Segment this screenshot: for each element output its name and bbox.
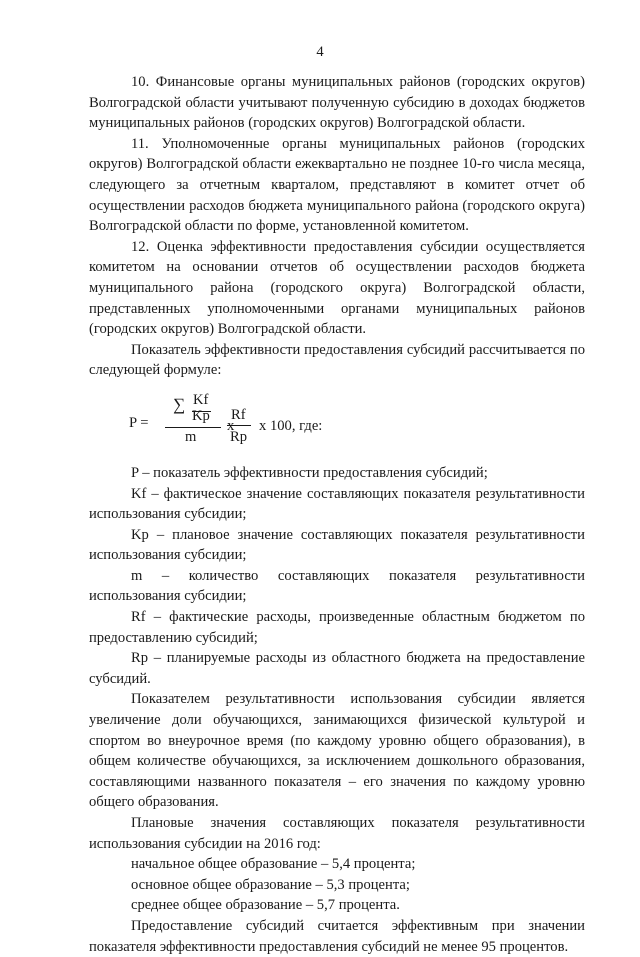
paragraph-10: 10. Финансовые органы муниципальных районов (городских округов) Волгоградской области учитывают полученную субсидию в доходах бюджетов муниципальных районов (городских округов) Волгоградской области.	[89, 74, 585, 132]
planned-item-secondary: среднее общее образование – 5,7 процента.	[131, 897, 400, 914]
formula-times: x	[227, 417, 235, 434]
document-body	[89, 72, 585, 957]
formula-kf: Kf	[193, 391, 209, 408]
formula-m: m	[185, 428, 197, 445]
indicator-paragraph: Показателем результативности использования субсидии является увеличение доли обучающихся, занимающихся физической культурой и спортом во внеурочное время (по каждому уровню общего образования), в общем количестве обучающихся, за исключением дошкольного образования, составляющими названного показателя – его значения по каждому уровню общего образования.	[89, 691, 585, 811]
formula-intro: Показатель эффективности предоставления субсидий рассчитывается по следующей формуле:	[89, 341, 585, 379]
formula-rf: Rf	[231, 406, 246, 423]
definition-kf: Kf – фактическое значение составляющих показателя результативности использования субсидии;	[89, 485, 585, 523]
conclusion-paragraph: Предоставление субсидий считается эффективным при значении показателя эффективности предоставления субсидий не менее 95 процентов.	[89, 917, 585, 955]
planned-values-intro: Плановые значения составляющих показателя результативности использования субсидии на 2016 год:	[89, 815, 585, 852]
paragraph-12: 12. Оценка эффективности предоставления субсидии осуществляется комитетом на основании отчетов об осуществлении расходов бюджета муниципального района (городского округа) Волгоградской области, представленных уполномоченными органами муниципальных районов (городских округов) Волгоградской области.	[89, 238, 585, 338]
paragraph-11: 11. Уполномоченные органы муниципальных районов (городских округов) Волгоградской области ежеквартально не позднее 10-го числа месяца, следующего за отчетным кварталом, представляют в комитет отчет об осуществлении расходов бюджета муниципального района (городского округа) Волгоградской области по форме, установленной комитетом.	[89, 135, 585, 235]
planned-item-basic: основное общее образование – 5,3 процента;	[131, 876, 410, 893]
formula-tail: x 100, где:	[259, 417, 323, 434]
definition-m: m – количество составляющих показателя результативности использования субсидии;	[89, 567, 585, 605]
second-fraction-line	[227, 425, 251, 426]
page-number: 4	[316, 44, 324, 60]
definition-p: P – показатель эффективности предоставления субсидий;	[131, 464, 488, 481]
definition-rp: Rp – планируемые расходы из областного бюджета на предоставление субсидий.	[89, 650, 585, 687]
efficiency-formula	[89, 391, 585, 451]
formula-lhs: P =	[129, 414, 149, 431]
planned-item-primary: начальное общее образование – 5,4 процента;	[131, 856, 416, 873]
definition-kp: Kp – плановое значение составляющих показателя результативности использования субсидии;	[89, 526, 585, 564]
definition-rf: Rf – фактические расходы, произведенные областным бюджетом по предоставлению субсидий;	[89, 609, 585, 646]
formula-kp: Kp	[192, 407, 210, 424]
formula-rp: Rp	[230, 428, 248, 445]
sum-symbol: ∑	[173, 394, 186, 414]
